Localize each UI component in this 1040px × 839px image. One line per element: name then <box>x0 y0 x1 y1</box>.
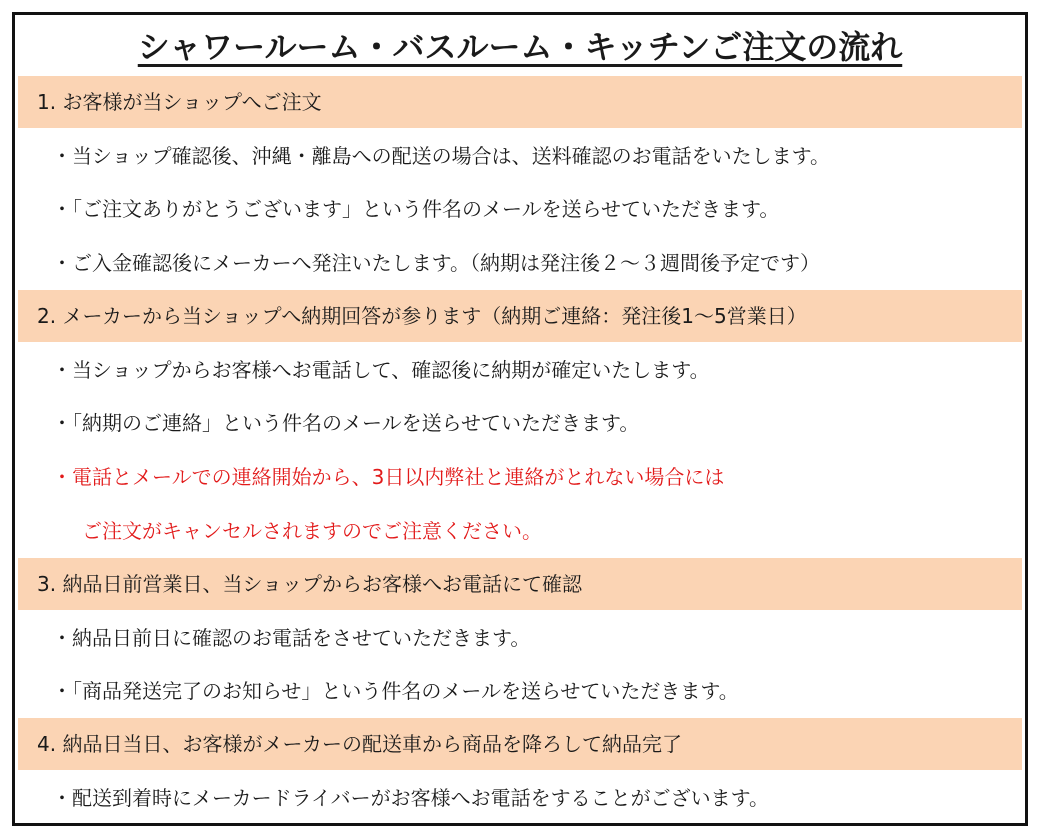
step-3-heading: 3. 納品日前営業日、当ショップからお客様へお電話にて確認 <box>37 572 583 596</box>
step-2-line-2: ・「納期のご連絡」という件名のメールを送らせていただきます。 <box>52 411 640 435</box>
step-1-line-3: ・ご入金確認後にメーカーへ発注いたします。（納期は発注後２～３週間後予定です） <box>52 251 820 275</box>
step-1-line-1: ・当ショップ確認後、沖縄・離島への配送の場合は、送料確認のお電話をいたします。 <box>52 144 830 168</box>
step-1-heading: 1. お客様が当ショップへご注文 <box>37 90 322 114</box>
order-flow-panel <box>12 12 1028 826</box>
step-2-line-1: ・当ショップからお客様へお電話して、確認後に納期が確定いたします。 <box>52 358 710 382</box>
step-2-heading: 2. メーカーから当ショップへ納期回答が参ります（納期ご連絡：発注後1～5営業日） <box>37 304 807 328</box>
page-title: シャワールーム・バスルーム・キッチンご注文の流れ <box>137 28 903 66</box>
step-1-line-2: ・「ご注文ありがとうございます」という件名のメールを送らせていただきます。 <box>52 197 780 221</box>
step-3-line-2: ・「商品発送完了のお知らせ」という件名のメールを送らせていただきます。 <box>52 679 739 703</box>
step-3-line-1: ・納品日前日に確認のお電話をさせていただきます。 <box>52 626 531 650</box>
step-4-heading: 4. 納品日当日、お客様がメーカーの配送車から商品を降ろして納品完了 <box>37 732 683 756</box>
step-2-warning-1: ・電話とメールでの連絡開始から、3日以内弊社と連絡がとれない場合には <box>52 465 725 489</box>
step-4-line-1: ・配送到着時にメーカードライバーがお客様へお電話をすることがございます。 <box>52 786 769 810</box>
step-2-warning-2: ご注文がキャンセルされますのでご注意ください。 <box>82 519 542 543</box>
